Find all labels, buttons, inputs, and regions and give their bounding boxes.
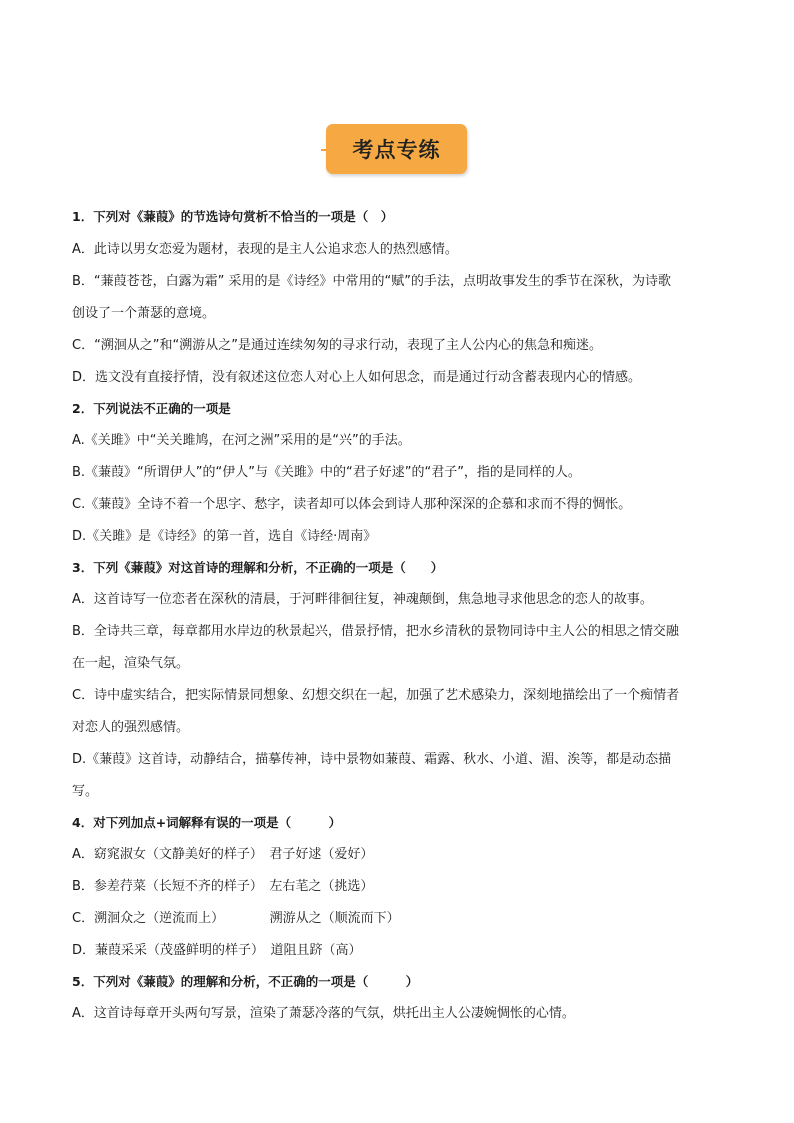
question-1-option-b: B．“蒹葭苍苍，白露为霜” 采用的是《诗经》中常用的“赋”的手法，点明故事发生的季节在深秋，为诗歌: [72, 274, 671, 289]
question-4-option-b: B．参差荇菜（长短不齐的样子） 左右芼之（挑选）: [72, 879, 374, 894]
question-1-option-c: C．“溯洄从之”和“溯游从之”是通过连续匆匆的寻求行动，表现了主人公内心的焦急和痴迷。: [72, 338, 603, 353]
question-2-option-b: B.《蒹葭》“所谓伊人”的“伊人”与《关雎》中的“君子好逑”的“君子”，指的是同样的人。: [72, 465, 581, 480]
question-3-option-d: D.《蒹葭》这首诗，动静结合，描摹传神，诗中景物如蒹葭、霜露、秋水、小道、湄、涘等，都是动态描: [72, 752, 672, 767]
question-3-option-b-cont: 在一起，渲染气氛。: [72, 656, 190, 671]
question-1-option-b-cont: 创设了一个萧瑟的意境。: [72, 306, 216, 321]
question-2-option-d: D.《关雎》是《诗经》的第一首，选自《诗经·周南》: [72, 529, 377, 544]
question-2-option-a: A.《关雎》中“关关雎鸠，在河之洲”采用的是“兴”的手法。: [72, 433, 411, 448]
question-4-stem: 4．对下列加点+词解释有误的一项是（ ）: [72, 815, 342, 830]
question-3-option-c: C．诗中虚实结合，把实际情景同想象、幻想交织在一起，加强了艺术感染力，深刻地描绘出了一个痴情者: [72, 688, 680, 703]
question-2-option-c: C.《蒹葭》全诗不着一个思字、愁字，读者却可以体会到诗人那种深深的企慕和求而不得的惆怅。: [72, 497, 632, 512]
question-4-option-a: A．窈窕淑女（文静美好的样子） 君子好逑（爱好）: [72, 847, 374, 862]
question-1-option-a: A．此诗以男女恋爱为题材，表现的是主人公追求恋人的热烈感情。: [72, 242, 458, 257]
question-3-option-c-cont: 对恋人的强烈感情。: [72, 720, 190, 735]
section-banner: [0, 124, 794, 176]
question-1-option-d: D．选文没有直接抒情，没有叙述这位恋人对心上人如何思念，而是通过行动含蓄表现内心的情感。: [72, 370, 642, 385]
question-5-stem: 5．下列对《蒹葭》的理解和分析，不正确的一项是（ ）: [72, 974, 419, 989]
question-3-stem: 3．下列《蒹葭》对这首诗的理解和分析，不正确的一项是（ ）: [72, 560, 444, 575]
question-1-stem: 1．下列对《蒹葭》的节选诗句赏析不恰当的一项是（ ）: [72, 209, 394, 224]
question-4-option-d: D．蒹葭采采（茂盛鲜明的样子） 道阻且跻（高）: [72, 943, 362, 958]
section-title: 考点专练: [326, 124, 467, 174]
question-4-option-c: C．溯洄众之（逆流而上） 溯游从之（顺流而下）: [72, 911, 400, 926]
question-5-option-a: A．这首诗每章开头两句写景，渲染了萧瑟冷落的气氛，烘托出主人公凄婉惆怅的心情。: [72, 1006, 575, 1021]
question-3-option-d-cont: 写。: [72, 784, 99, 799]
question-3-option-a: A．这首诗写一位恋者在深秋的清晨，于河畔徘徊往复，神魂颠倒，焦急地寻求他思念的恋人的故事。: [72, 592, 653, 607]
question-2-stem: 2．下列说法不正确的一项是: [72, 401, 231, 416]
question-3-option-b: B．全诗共三章，每章都用水岸边的秋景起兴，借景抒情，把水乡清秋的景物同诗中主人公的相思之情交融: [72, 624, 679, 639]
